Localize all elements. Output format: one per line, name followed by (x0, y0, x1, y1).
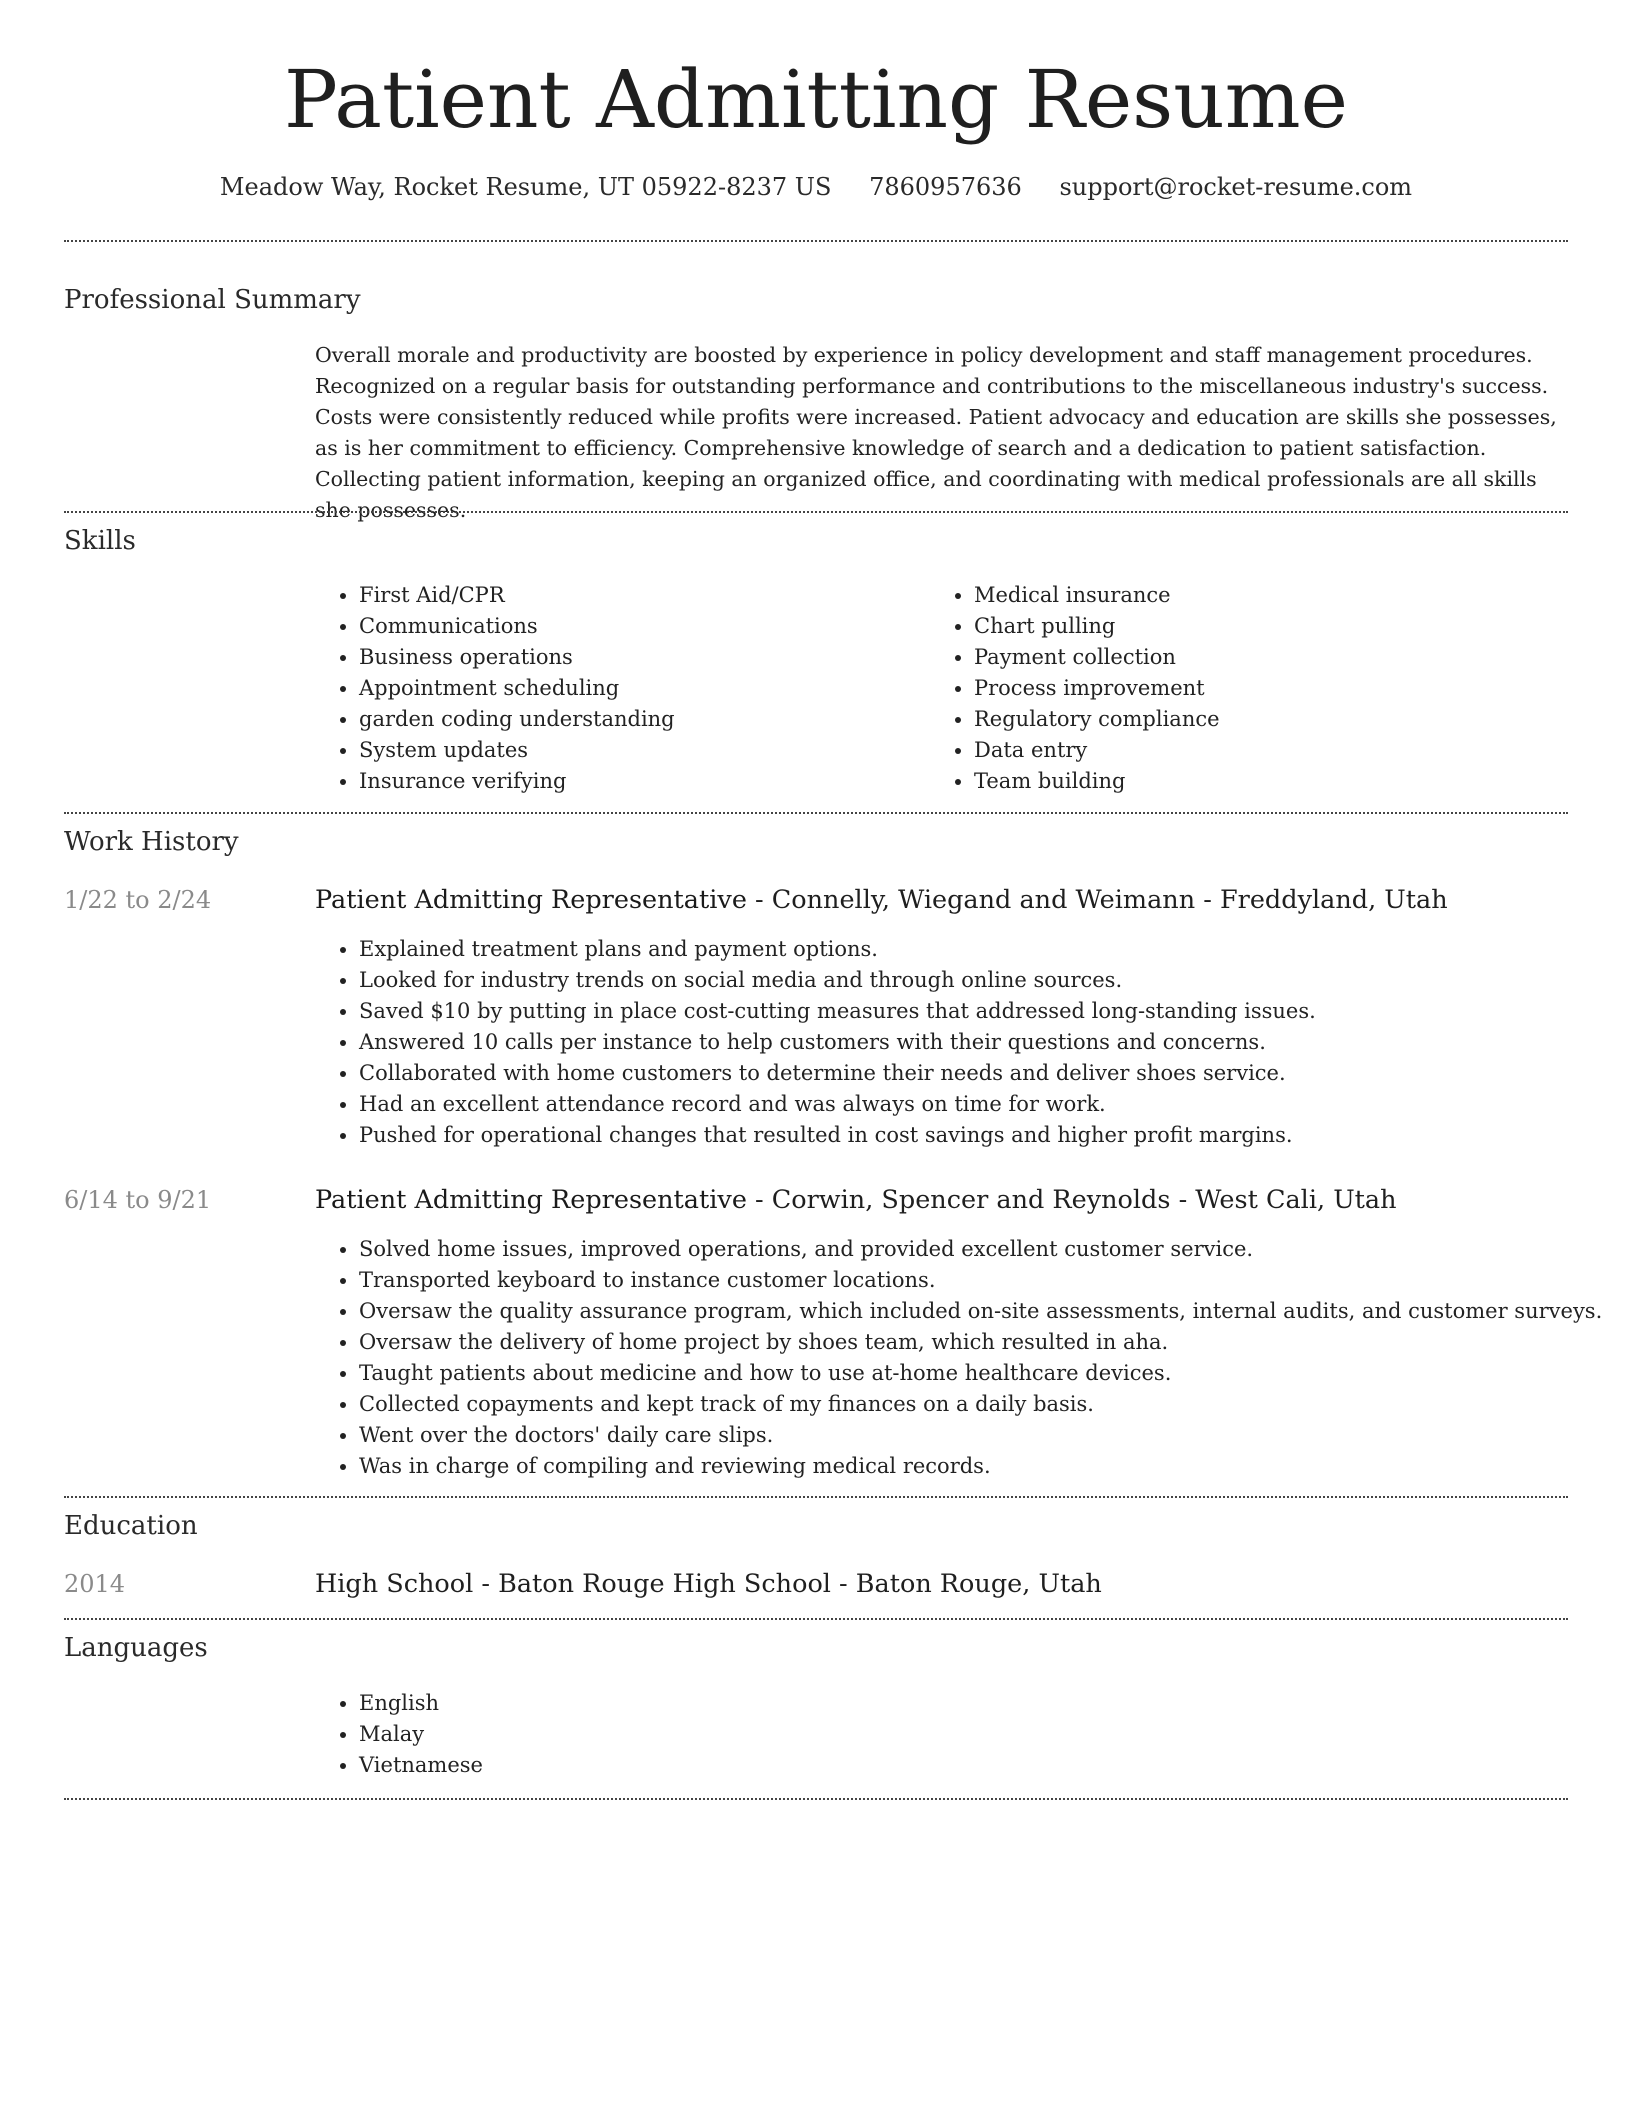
skill-item: • Chart pulling (974, 611, 1574, 642)
section-title-education: Education (64, 1511, 198, 1541)
job-bullet: • Answered 10 calls per instance to help customers with their questions and concerns. (359, 1027, 1609, 1058)
education-entry: High School - Baton Rouge High School - Baton Rouge, Utah (315, 1569, 1102, 1599)
job-bullet: • Pushed for operational changes that resulted in cost savings and higher profit margins. (359, 1120, 1609, 1151)
skill-item: • Data entry (974, 735, 1574, 766)
skill-item: • Regulatory compliance (974, 704, 1574, 735)
language-item: • English (359, 1688, 959, 1719)
language-item: • Malay (359, 1719, 959, 1750)
resume-title: Patient Admitting Resume (284, 53, 1348, 146)
divider-work (64, 1496, 1568, 1498)
job-bullets (315, 934, 1609, 1151)
job-bullet: • Collected copayments and kept track of my finances on a daily basis. (359, 1389, 1609, 1420)
divider-summary (64, 511, 1568, 513)
skill-item: • System updates (359, 735, 919, 766)
job-role: Patient Admitting Representative (315, 1185, 747, 1215)
skill-item: • Communications (359, 611, 919, 642)
skill-item: • Insurance verifying (359, 766, 919, 797)
job-bullet: • Saved $10 by putting in place cost-cutting measures that addressed long-standing issues. (359, 996, 1609, 1027)
job-title (315, 1182, 1397, 1218)
job-bullet: • Was in charge of compiling and reviewing medical records. (359, 1451, 1609, 1482)
section-title-work: Work History (64, 827, 239, 857)
job-bullet: • Transported keyboard to instance customer locations. (359, 1265, 1609, 1296)
job-bullet: • Explained treatment plans and payment options. (359, 934, 1609, 965)
skill-item: • Business operations (359, 642, 919, 673)
job-bullet: • Collaborated with home customers to determine their needs and deliver shoes service. (359, 1058, 1609, 1089)
skills-list-right (930, 580, 1574, 797)
job-bullets (315, 1234, 1609, 1482)
job-dates: 6/14 to 9/21 (64, 1186, 212, 1214)
job-title (315, 882, 1448, 918)
summary-text: Overall morale and productivity are boosted by experience in policy development and staff management procedures. Recognized on a regular basis for outstanding performance and contributions to the miscellaneous industry's success. Costs were consistently reduced while profits were increased. Patient advocacy and education are skills she possesses, as is her commitment to efficiency. Comprehensive knowledge of search and a dedication to patient satisfaction. Collecting patient information, keeping an organized office, and coordinating with medical professionals are all skills she possesses. (315, 343, 1557, 522)
job-bullet: • Had an excellent attendance record and was always on time for work. (359, 1089, 1609, 1120)
section-title-summary: Professional Summary (64, 285, 361, 315)
skill-item: • Medical insurance (974, 580, 1574, 611)
divider-header (64, 240, 1568, 242)
contact-line (0, 168, 1632, 206)
divider-skills (64, 812, 1568, 814)
skills-list-left (315, 580, 919, 797)
job-bullet: • Oversaw the delivery of home project by shoes team, which resulted in aha. (359, 1327, 1609, 1358)
job-employer: - Connelly, Wiegand and Weimann - Freddyland, Utah (746, 885, 1448, 915)
skill-item: • Appointment scheduling (359, 673, 919, 704)
contact-email: support@rocket-resume.com (1059, 173, 1413, 201)
divider-languages (64, 1798, 1568, 1800)
language-item: • Vietnamese (359, 1750, 959, 1781)
skill-item: • Team building (974, 766, 1574, 797)
skill-item: • Payment collection (974, 642, 1574, 673)
job-bullet: • Taught patients about medicine and how to use at-home healthcare devices. (359, 1358, 1609, 1389)
skill-item: • First Aid/CPR (359, 580, 919, 611)
languages-list (315, 1688, 959, 1781)
job-employer: - Corwin, Spencer and Reynolds - West Cali, Utah (746, 1185, 1397, 1215)
section-title-languages: Languages (64, 1633, 208, 1663)
skill-item: • garden coding understanding (359, 704, 919, 735)
divider-education (64, 1618, 1568, 1620)
contact-phone: 7860957636 (869, 173, 1022, 201)
job-bullet: • Looked for industry trends on social media and through online sources. (359, 965, 1609, 996)
education-year: 2014 (64, 1570, 126, 1598)
job-role: Patient Admitting Representative (315, 885, 747, 915)
job-dates: 1/22 to 2/24 (64, 886, 212, 914)
skill-item: • Process improvement (974, 673, 1574, 704)
job-bullet: • Oversaw the quality assurance program, which included on-site assessments, internal audits, and customer surveys. (359, 1296, 1609, 1327)
job-bullet: • Solved home issues, improved operations, and provided excellent customer service. (359, 1234, 1609, 1265)
section-title-skills: Skills (64, 526, 136, 556)
contact-address: Meadow Way, Rocket Resume, UT 05922-8237 US (219, 173, 832, 201)
job-bullet: • Went over the doctors' daily care slips. (359, 1420, 1609, 1451)
